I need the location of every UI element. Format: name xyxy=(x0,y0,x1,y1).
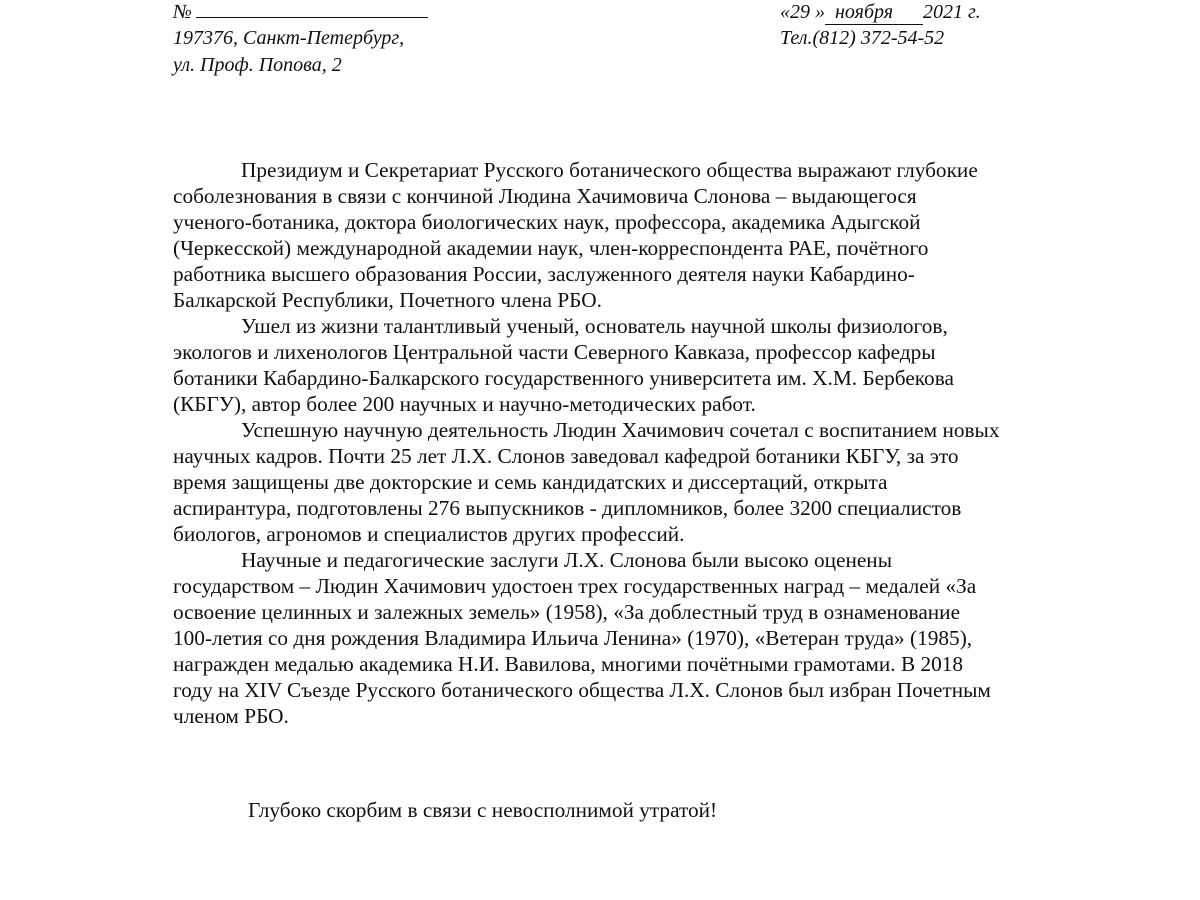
text-line: работника высшего образования России, заслуженного деятеля науки Кабардино- xyxy=(173,262,915,286)
text-line: Президиум и Секретариат Русского ботанического общества выражают глубокие xyxy=(241,158,978,182)
text-line: освоение целинных и залежных земель» (1958), «За доблестный труд в ознаменование xyxy=(173,600,961,624)
document-date xyxy=(780,0,981,25)
text-line: биологов, агрономов и специалистов других профессий. xyxy=(173,522,685,546)
letter-body xyxy=(173,157,1133,729)
paragraph-condolences xyxy=(173,157,1133,313)
text-line: награжден медалью академика Н.И. Вавилова, многими почётными грамотами. В 2018 xyxy=(173,652,964,676)
paragraph-career xyxy=(173,417,1133,547)
sender-address-line-2: ул. Проф. Попова, 2 xyxy=(173,54,342,76)
text-line: аспирантура, подготовлены 276 выпускников - дипломников, более 3200 специалистов xyxy=(173,496,962,520)
text-line: Балкарской Республики, Почетного члена РБО. xyxy=(173,288,602,312)
document-number xyxy=(173,0,428,24)
text-line: Успешную научную деятельность Людин Хачимович сочетал с воспитанием новых xyxy=(241,418,1000,442)
text-line: соболезнования в связи с кончиной Людина Хачимовича Слонова – выдающегося xyxy=(173,184,917,208)
text-line: членом РБО. xyxy=(173,704,289,728)
paragraph-biography xyxy=(173,313,1133,417)
text-line: (КБГУ), автор более 200 научных и научно-методических работ. xyxy=(173,392,756,416)
closing-line: Глубоко скорбим в связи с невосполнимой утратой! xyxy=(248,798,718,822)
sender-phone: Тел.(812) 372-54-52 xyxy=(780,27,945,49)
text-line: время защищены две докторские и семь кандидатских и диссертаций, открыта xyxy=(173,470,888,494)
text-line: экологов и лихенологов Центральной части Северного Кавказа, профессор кафедры xyxy=(173,340,936,364)
text-line: ученого-ботаника, доктора биологических наук, профессора, академика Адыгской xyxy=(173,210,921,234)
text-line: ботаники Кабардино-Балкарского государственного университета им. Х.М. Бербекова xyxy=(173,366,954,390)
number-label: № xyxy=(173,1,192,23)
text-line: государством – Людин Хачимович удостоен трех государственных наград – медалей «За xyxy=(173,574,977,598)
date-month: ноября xyxy=(825,0,923,25)
text-line: 100-летия со дня рождения Владимира Ильича Ленина» (1970), «Ветеран труда» (1985), xyxy=(173,626,973,650)
text-line: научных кадров. Почти 25 лет Л.Х. Слонов заведовал кафедрой ботаники КБГУ, за это xyxy=(173,444,959,468)
text-line: (Черкесской) международной академии наук, член-корреспондента РАЕ, почётного xyxy=(173,236,929,260)
paragraph-awards xyxy=(173,547,1133,729)
number-blank-line xyxy=(196,1,428,18)
text-line: году на XIV Съезде Русского ботанического общества Л.Х. Слонов был избран Почетным xyxy=(173,678,991,702)
sender-address-line-1: 197376, Санкт-Петербург, xyxy=(173,27,405,49)
text-line: Ушел из жизни талантливый ученый, основатель научной школы физиологов, xyxy=(241,314,948,338)
date-year: 2021 г. xyxy=(923,1,981,23)
date-day: «29 » xyxy=(780,1,825,23)
text-line: Научные и педагогические заслуги Л.Х. Слонова были высоко оценены xyxy=(241,548,892,572)
